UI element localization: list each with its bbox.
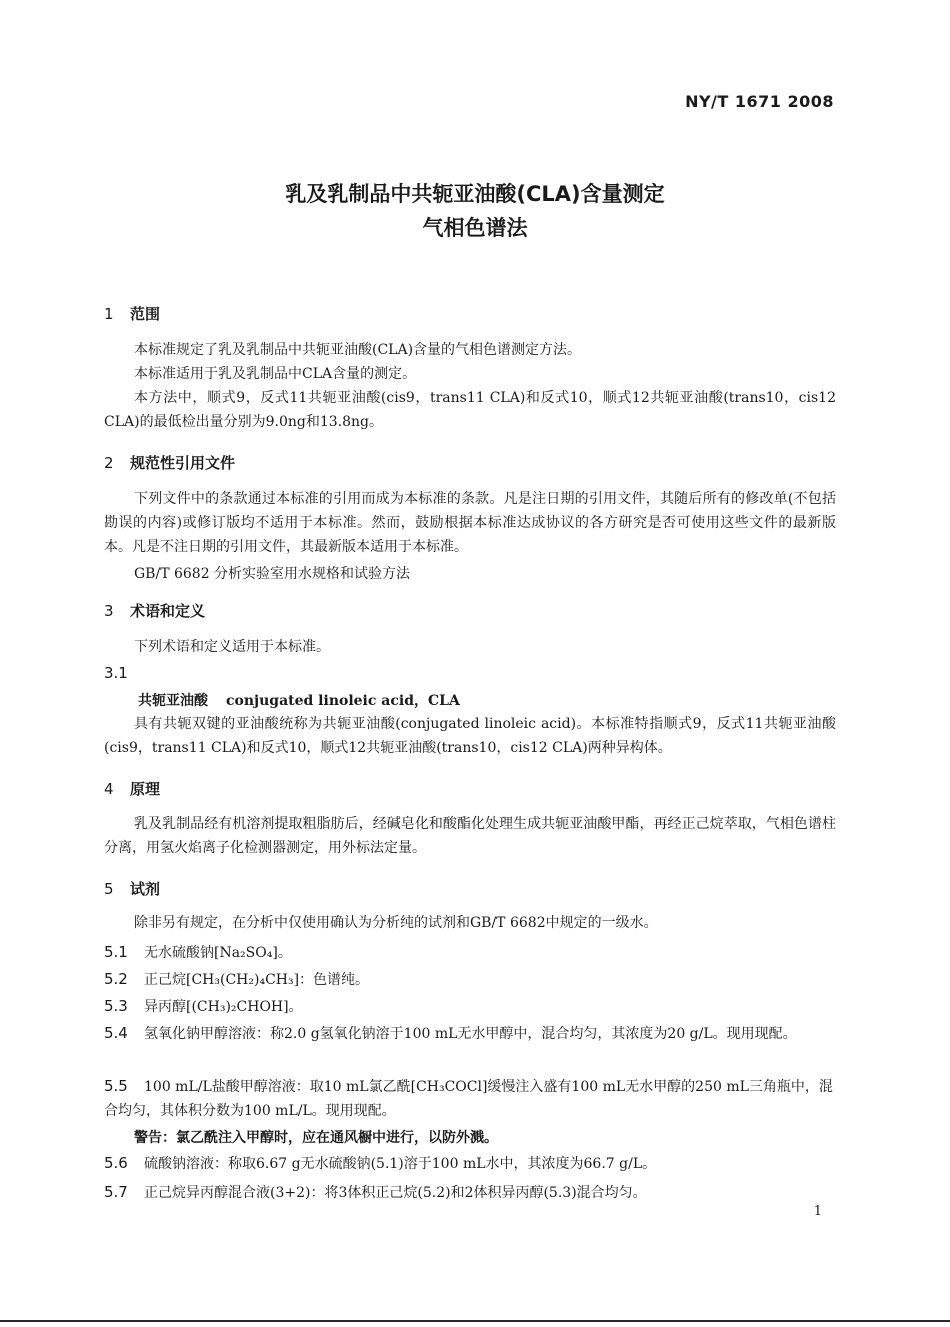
reagent-item	[104, 1180, 836, 1205]
term-entry	[138, 690, 460, 710]
warning-note: 警告：氯乙酰注入甲醇时，应在通风橱中进行，以防外溅。	[134, 1130, 498, 1146]
section-number: 1	[104, 305, 114, 323]
item-text: 正己烷异丙醇混合液(3+2)：将3体积正己烷(5.2)和2体积异丙醇(5.3)混合均匀。	[144, 1185, 647, 1201]
section-title: 范围	[130, 305, 161, 323]
item-number: 5.5	[104, 1077, 128, 1095]
reagent-item	[104, 967, 836, 992]
reagent-item	[104, 1074, 836, 1123]
section-number: 4	[104, 780, 114, 798]
paragraph: 除非另有规定，在分析中仅使用确认为分析纯的试剂和GB/T 6682中规定的一级水。	[134, 915, 658, 931]
section-title: 试剂	[130, 880, 161, 898]
item-text: 氢氧化钠甲醇溶液：称2.0 g氢氧化钠溶于100 mL无水甲醇中，混合均匀，其浓度为20 g/L。现用现配。	[144, 1026, 797, 1042]
section-number: 3	[104, 602, 114, 620]
item-number: 5.3	[104, 997, 128, 1015]
section-heading-normative-references	[104, 452, 235, 473]
item-number: 5.4	[104, 1024, 128, 1042]
document-title: 乳及乳制品中共轭亚油酸(CLA)含量测定	[285, 182, 665, 206]
reagent-item	[104, 940, 836, 965]
item-number: 5.1	[104, 943, 128, 961]
subsection-number: 3.1	[104, 664, 128, 682]
paragraph: 本标准规定了乳及乳制品中共轭亚油酸(CLA)含量的气相色谱测定方法。	[134, 342, 582, 358]
term-chinese: 共轭亚油酸	[138, 693, 208, 709]
document-subtitle: 气相色谱法	[422, 216, 528, 240]
reagent-item	[104, 1021, 836, 1046]
section-heading-terms	[104, 600, 205, 621]
section-title: 规范性引用文件	[130, 454, 236, 472]
term-definition: 具有共轭双键的亚油酸统称为共轭亚油酸(conjugated linoleic acid)。本标准特指顺式9，反式11共轭亚油酸(cis9，trans11 CLA)和反式10，顺式12共轭亚油酸(trans10，cis12 CLA)两种异构体。	[104, 716, 836, 756]
section-heading-scope	[104, 303, 160, 324]
section-title: 原理	[130, 780, 161, 798]
paragraph: 本方法中，顺式9，反式11共轭亚油酸(cis9，trans11 CLA)和反式10，顺式12共轭亚油酸(trans10，cis12 CLA)的最低检出量分别为9.0ng和13.8ng。	[104, 390, 836, 430]
item-number: 5.6	[104, 1154, 128, 1172]
paragraph: 下列文件中的条款通过本标准的引用而成为本标准的条款。凡是注日期的引用文件，其随后所有的修改单(不包括勘误的内容)或修订版均不适用于本标准。然而，鼓励根据本标准达成协议的各方研究是否可使用这些文件的最新版本。凡是不注日期的引用文件，其最新版本适用于本标准。	[104, 491, 836, 555]
reagent-item	[104, 1151, 836, 1176]
item-number: 5.2	[104, 970, 128, 988]
item-text: 硫酸钠溶液：称取6.67 g无水硫酸钠(5.1)溶于100 mL水中，其浓度为66.7 g/L。	[144, 1156, 657, 1172]
standard-code: NY/T 1671 2008	[685, 92, 834, 111]
paragraph: 本标准适用于乳及乳制品中CLA含量的测定。	[134, 366, 417, 382]
item-text: 正己烷[CH₃(CH₂)₄CH₃]：色谱纯。	[144, 972, 370, 988]
item-number: 5.7	[104, 1183, 128, 1201]
section-heading-principle	[104, 778, 160, 799]
bottom-rule	[0, 1320, 950, 1322]
section-number: 5	[104, 880, 114, 898]
paragraph: 下列术语和定义适用于本标准。	[134, 639, 330, 655]
reagent-item	[104, 994, 836, 1019]
reference-item: GB/T 6682 分析实验室用水规格和试验方法	[134, 566, 411, 582]
section-heading-reagents	[104, 878, 160, 899]
paragraph: 乳及乳制品经有机溶剂提取粗脂肪后，经碱皂化和酸酯化处理生成共轭亚油酸甲酯，再经正己烷萃取，气相色谱柱分离，用氢火焰离子化检测器测定，用外标法定量。	[104, 816, 836, 856]
term-english: conjugated linoleic acid，CLA	[226, 693, 460, 709]
section-title: 术语和定义	[130, 602, 206, 620]
item-text: 100 mL/L盐酸甲醇溶液：取10 mL氯乙酰[CH₃COCl]缓慢注入盛有100 mL无水甲醇的250 mL三角瓶中，混合均匀，其体积分数为100 mL/L。现用现配。	[104, 1079, 833, 1119]
section-number: 2	[104, 454, 114, 472]
item-text: 异丙醇[(CH₃)₂CHOH]。	[144, 999, 303, 1015]
item-text: 无水硫酸钠[Na₂SO₄]。	[144, 945, 292, 961]
page-number: 1	[813, 1204, 822, 1219]
